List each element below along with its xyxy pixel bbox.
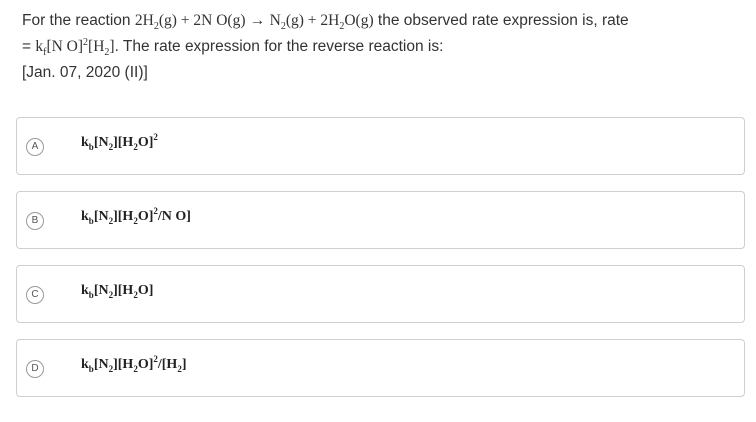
question-suffix: the observed rate expression is, rate bbox=[373, 12, 629, 29]
option-d-expression bbox=[81, 354, 187, 374]
option-d-tail-close: ] bbox=[181, 357, 187, 372]
option-a-n2: [N bbox=[93, 135, 109, 150]
product-h2o bbox=[320, 12, 345, 32]
option-d[interactable] bbox=[16, 339, 745, 397]
option-a-h2o-exponent: 2 bbox=[153, 132, 158, 142]
question-text bbox=[22, 8, 742, 86]
question-prefix: For the reaction bbox=[22, 12, 135, 29]
reactant-h2 bbox=[134, 12, 159, 32]
option-b[interactable] bbox=[16, 191, 745, 249]
product-h2o-subscript: 2 bbox=[339, 21, 345, 32]
product-n2 bbox=[269, 12, 286, 32]
option-d-n2: [N bbox=[93, 357, 109, 372]
rate-constant-forward bbox=[35, 38, 47, 58]
option-c-n2: [N bbox=[93, 283, 109, 298]
product-h2o-state: O(g) bbox=[344, 12, 374, 29]
reactant-h2-state: (g) + bbox=[158, 12, 194, 29]
option-b-k: k bbox=[81, 209, 89, 224]
option-a[interactable] bbox=[16, 117, 745, 175]
option-a-k: k bbox=[81, 135, 89, 150]
product-n2-subscript: 2 bbox=[280, 21, 286, 32]
option-d-h2o-open: ][H bbox=[113, 357, 134, 372]
product-n2-symbol: N bbox=[269, 12, 281, 29]
reaction-arrow: → bbox=[245, 12, 270, 29]
option-c-n2-subscript: 2 bbox=[108, 290, 114, 300]
option-c-letter-badge: C bbox=[26, 286, 44, 304]
option-b-tail: /N O] bbox=[157, 209, 191, 224]
option-c[interactable] bbox=[16, 265, 745, 323]
option-d-letter-badge: D bbox=[26, 360, 44, 378]
option-b-letter-badge: B bbox=[26, 212, 44, 230]
rate-term-h2 bbox=[88, 38, 115, 58]
question-line-1 bbox=[22, 8, 742, 34]
question-line-2 bbox=[22, 34, 742, 60]
rate-term-h2-subscript: 2 bbox=[104, 47, 110, 58]
rate-term-no-exponent: 2 bbox=[83, 37, 89, 48]
option-b-n2: [N bbox=[93, 209, 109, 224]
rate-constant-symbol: k bbox=[35, 38, 44, 55]
reactant-h2-subscript: 2 bbox=[153, 21, 159, 32]
rate-term-h2-symbol: [H bbox=[88, 38, 105, 55]
rate-term-h2-close: ] bbox=[109, 38, 115, 55]
option-c-h2o-subscript: 2 bbox=[133, 290, 138, 300]
option-b-k-subscript: b bbox=[88, 216, 94, 226]
option-a-k-subscript: b bbox=[88, 142, 94, 152]
option-a-letter-badge: A bbox=[26, 138, 44, 156]
option-d-tail-subscript: 2 bbox=[177, 364, 182, 374]
option-d-h2o-subscript: 2 bbox=[133, 364, 138, 374]
question-line-2-suffix: . The rate expression for the reverse reaction is: bbox=[114, 38, 444, 55]
option-c-expression bbox=[81, 283, 153, 299]
option-a-h2o-close: O] bbox=[137, 135, 154, 150]
exam-reference: [Jan. 07, 2020 (II)] bbox=[22, 64, 148, 81]
option-b-h2o-open: ][H bbox=[113, 209, 134, 224]
option-d-h2o-close: O] bbox=[137, 357, 154, 372]
option-c-h2o-open: ][H bbox=[113, 283, 134, 298]
option-b-n2-subscript: 2 bbox=[108, 216, 114, 226]
option-d-tail: /[H bbox=[157, 357, 178, 372]
option-c-h2o-close: O] bbox=[137, 283, 154, 298]
rate-term-no-symbol: [N O] bbox=[46, 38, 84, 55]
option-b-h2o-exponent: 2 bbox=[153, 206, 158, 216]
option-d-k: k bbox=[81, 357, 89, 372]
option-a-expression bbox=[81, 132, 158, 152]
rate-term-no bbox=[46, 38, 88, 55]
rate-equals: = bbox=[22, 38, 36, 55]
option-b-h2o-close: O] bbox=[137, 209, 154, 224]
rate-constant-subscript: f bbox=[43, 47, 47, 58]
option-c-k-subscript: b bbox=[88, 290, 94, 300]
product-n2-state: (g) + bbox=[285, 12, 321, 29]
option-a-h2o-open: ][H bbox=[113, 135, 134, 150]
option-a-h2o-subscript: 2 bbox=[133, 142, 138, 152]
option-b-expression bbox=[81, 206, 191, 226]
reactant-h2-symbol: 2H bbox=[134, 12, 154, 29]
option-d-k-subscript: b bbox=[88, 364, 94, 374]
option-d-h2o-exponent: 2 bbox=[153, 354, 158, 364]
option-a-n2-subscript: 2 bbox=[108, 142, 114, 152]
reactant-no: 2N O(g) bbox=[193, 12, 246, 29]
option-c-k: k bbox=[81, 283, 89, 298]
option-d-n2-subscript: 2 bbox=[108, 364, 114, 374]
option-b-h2o-subscript: 2 bbox=[133, 216, 138, 226]
product-h2o-symbol: 2H bbox=[320, 12, 340, 29]
options-list bbox=[16, 117, 745, 413]
